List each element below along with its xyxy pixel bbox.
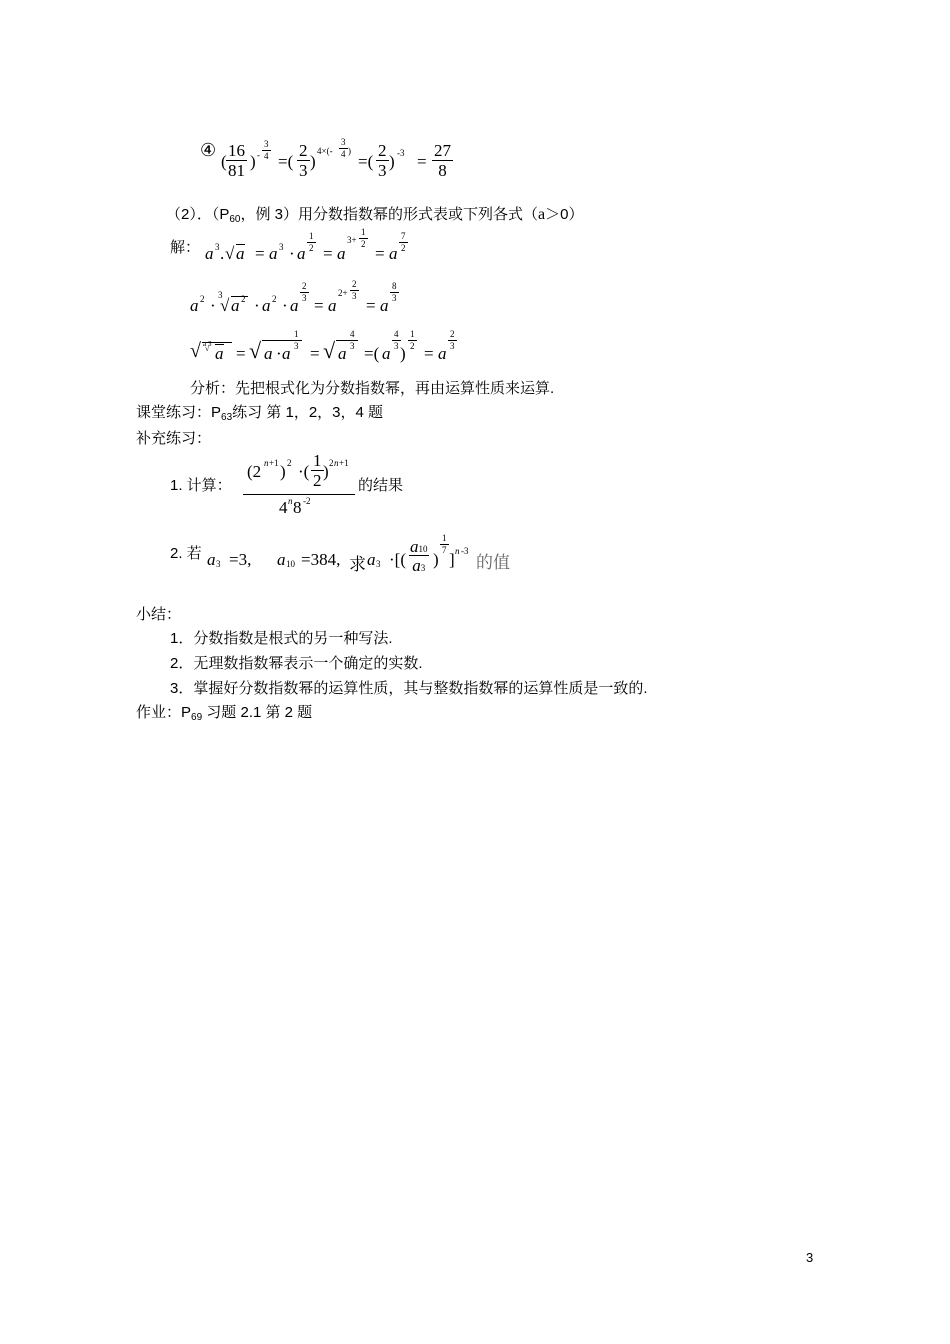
solution-label: 解： — [170, 239, 201, 256]
solution-line-3: √ a 3 √ a = √ a · a $\frac{1}{3}$ = √ a $\frac{4}{3}$ =( a $\frac{4}{3}$ ) $\frac{1}{2}$ = a $\frac{2}{3}$ — [190, 329, 455, 363]
supp-1-suffix: 的结果 — [358, 477, 404, 494]
page-number: 3 — [806, 1250, 814, 1265]
analysis-text: 分析：先把根式化为分数指数幂，再由运算性质来运算. — [190, 380, 555, 397]
supp-2-label: 2. 若 — [170, 545, 202, 562]
supp-2-expression: a 3 =3, a 10 =384, 求 a 3 ·[( $\frac{a10}{a3}$ ) $\frac{1}{7}$ ] n -3 — [207, 533, 469, 575]
solution-line-1: a 3 . √ a = a 3 · a $\frac{1}{2}$ = a 3+ $\frac{1}{2}$ = a $\frac{7}{2}$ — [205, 227, 406, 263]
supplementary-title: 补充练习： — [136, 430, 212, 447]
summary-item: 1．分数指数是根式的另一种写法. — [170, 630, 393, 647]
supp-1-expression: (2 n +1 ) 2 ·( $\frac{1}{2}$ ) 2 n +1 4 n 8 -2 — [243, 452, 355, 520]
summary-item: 2．无理数指数幂表示一个确定的实数. — [170, 655, 423, 672]
solution-line-2: a 2 · 3 √ a 2 · a 2 · a $\frac{2}{3}$ = a 2+ $\frac{2}{3}$ = a $\frac{8}{3}$ — [190, 279, 397, 315]
class-practice: 课堂练习：$P_{63}$练习 第 1，2，3，4 题 — [136, 404, 384, 423]
supp-1-label: 1. 计算： — [170, 477, 232, 494]
homework: 作业：$P_{69}$ 习题 2.1 第 2 题 — [136, 704, 313, 723]
example-2-heading: （2）．（$P_{60}$，例 3）用分数指数幂的形式表或下列各式（a＞0） — [166, 206, 584, 225]
supp-2-suffix: 的值 — [476, 553, 510, 572]
summary-title: 小结： — [136, 606, 182, 623]
circled-marker: ④ — [200, 140, 217, 160]
summary-item: 3．掌握好分数指数幂的运算性质，其与整数指数幂的运算性质是一致的. — [170, 680, 648, 697]
